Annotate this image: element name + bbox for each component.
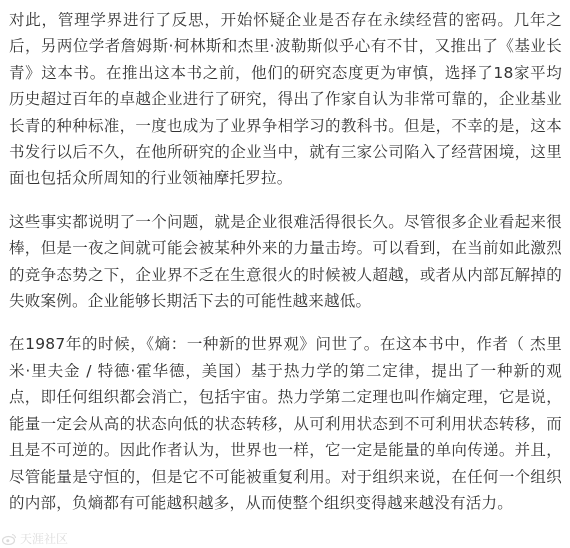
article-paragraph-1: 对此，管理学界进行了反思，开始怀疑企业是否存在永续经营的密码。几年之后，另两位学者詹姆斯·柯林斯和杰里·波勒斯似乎心有不甘，又推出了《基业长青》这本书。在推出这本书之前，他们的研究态度更为审慎，选择了18家平均历史超过百年的卓越企业进行了研究，得出了作家自认为非常可靠的，企业基业长青的种种标准，一度也成为了业界争相学习的教科书。但是，不幸的是，这本书发行以后不久，在他所研究的企业当中，就有三家公司陷入了经营困境，这里面也包括众所周知的行业领袖摩托罗拉。 [9,11,562,188]
article-paragraph-2: 这些事实都说明了一个问题，就是企业很难活得很长久。尽管很多企业看起来很棒，但是一夜之间就可能会被某种外来的力量击垮。可以看到，在当前如此激烈的竞争态势之下，企业界不乏在生意很火的时候被人超越，或者从内部瓦解掉的失败案例。企业能够长期活下去的可能性越来越低。 [9,212,562,311]
watermark-text: 天涯社区 [20,532,69,546]
weibo-logo-icon [2,533,17,545]
watermark [2,530,68,547]
article-paragraph-3: 在1987年的时候，《熵：一种新的世界观》问世了。在这本书中，作者（ 杰里米·里夫金 / 特德·霍华德，美国）基于热力学的第二定律，提出了一种新的观点，即任何组织都会消亡，包括宇宙。热力学第二定理也叫作熵定理，它是说，能量一定会从高的状态向低的状态转移，从可利用状态到不可利用状态转移，而且是不可逆的。因此作者认为，世界也一样，它一定是能量的单向传递。并且，尽管能量是守恒的，但是它不可能被重复利用。对于组织来说，在任何一个组织的内部，负熵都有可能越积越多，从而使整个组织变得越来越没有活力。 [9,335,562,512]
